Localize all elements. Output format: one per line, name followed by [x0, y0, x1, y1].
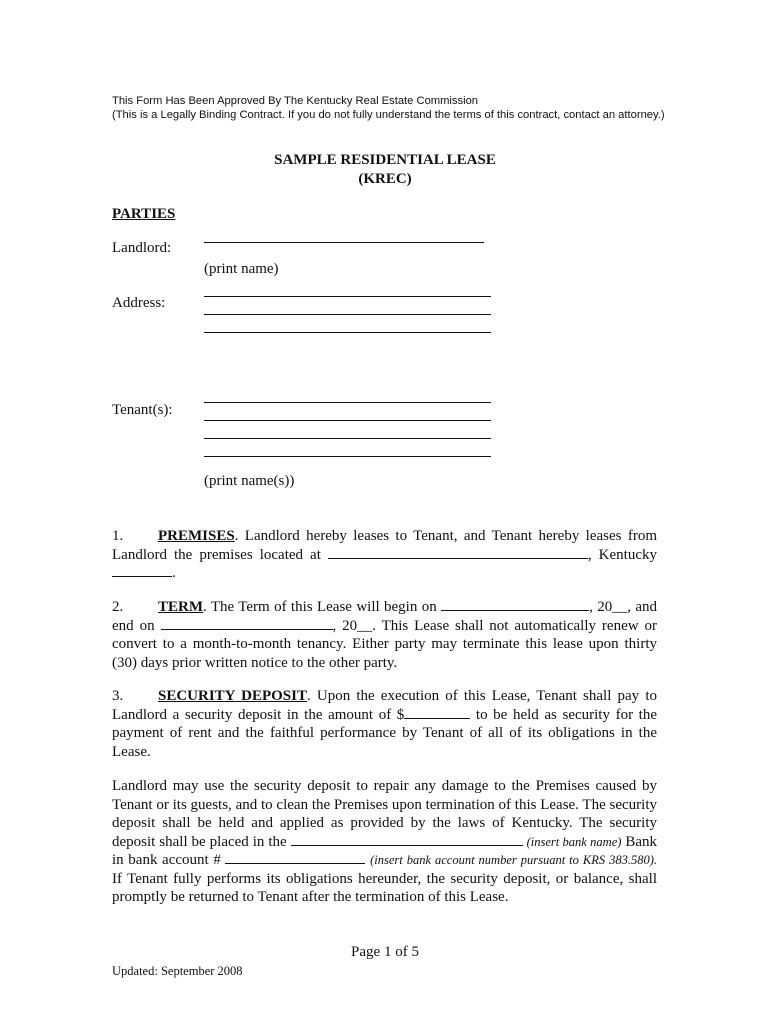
premises-zip-blank[interactable] — [112, 564, 172, 577]
term-text-c: , 20__. This Lease shall not automatically renew or convert to a month-to-month tenancy. Either party may terminate this lease upon thirty (30) days prior written notice to the other party. — [112, 617, 657, 671]
bank-account-hint: (insert bank account number pursuant to KRS 383.580). — [370, 853, 658, 867]
section-security-deposit — [112, 687, 657, 761]
section-term — [112, 598, 657, 672]
term-start-blank[interactable] — [441, 598, 589, 611]
premises-text-c: . — [172, 565, 176, 581]
premises-address-blank[interactable] — [328, 546, 588, 559]
notice-line-2: (This is a Legally Binding Contract. If you do not fully understand the terms of this contract, contact an attorney.) — [112, 109, 665, 121]
term-text-b: , 20__, and end on — [112, 599, 658, 634]
premises-text-a: . Landlord hereby leases to Tenant, and Tenant hereby leases from Landlord the premises located at — [112, 528, 657, 563]
bank-name-hint: (insert bank name) — [526, 834, 622, 849]
landlord-hint: (print name) — [204, 261, 279, 277]
address-line-1[interactable] — [204, 296, 491, 297]
premises-number: 1. — [112, 528, 124, 544]
deposit-text-a: . Upon the execution of this Lease, Tenant shall pay to Landlord a security deposit in the amount of $ — [112, 688, 657, 723]
term-number: 2. — [112, 599, 124, 615]
tenants-hint: (print name(s)) — [204, 473, 295, 489]
deposit-text-b: to be held as security for the payment of rent and the faithful performance by Tenant of all of its obligations in the Lease. — [112, 706, 657, 760]
address-line-3[interactable] — [204, 332, 491, 333]
deposit-title: SECURITY DEPOSIT — [158, 688, 307, 704]
tenant-line-2[interactable] — [204, 420, 491, 421]
deposit-use-text-b: Bank in bank account # — [112, 833, 658, 868]
address-label: Address: — [112, 295, 166, 311]
tenant-line-3[interactable] — [204, 438, 491, 439]
updated-date: Updated: September 2008 — [112, 964, 243, 978]
premises-text-b: , Kentucky — [587, 546, 657, 563]
parties-heading: PARTIES — [112, 206, 176, 222]
deposit-number: 3. — [112, 688, 124, 704]
tenant-line-1[interactable] — [204, 402, 491, 403]
page-number: Page 1 of 5 — [351, 944, 419, 960]
deposit-use-paragraph — [112, 777, 657, 907]
deposit-use-text-c: If Tenant fully performs its obligations hereunder, the security deposit, or balance, shall promptly be returned to Tenant after the termination of this Lease. — [112, 870, 657, 905]
deposit-use-text-a: Landlord may use the security deposit to repair any damage to the Premises caused by Tenant or its guests, and to clean the Premises upon termination of this Lease. The security deposit shall be held and applied as provided by the laws of Kentucky. The security deposit shall be placed in the — [112, 778, 657, 850]
tenant-line-4[interactable] — [204, 456, 491, 457]
premises-title: PREMISES — [158, 528, 235, 544]
term-end-blank[interactable] — [161, 617, 333, 630]
notice-line-1: This Form Has Been Approved By The Kentucky Real Estate Commission — [112, 95, 479, 107]
term-text-a: . The Term of this Lease will begin on — [203, 599, 437, 615]
section-premises — [112, 527, 657, 583]
bank-account-blank[interactable] — [225, 851, 365, 864]
deposit-amount-blank[interactable] — [404, 706, 470, 719]
address-line-2[interactable] — [204, 314, 491, 315]
landlord-label: Landlord: — [112, 240, 172, 256]
tenants-label: Tenant(s): — [112, 402, 173, 418]
bank-name-blank[interactable] — [291, 833, 523, 846]
document-subtitle: (KREC) — [358, 171, 412, 187]
approval-notice — [112, 94, 672, 122]
landlord-name-line[interactable] — [204, 242, 484, 243]
document-title: SAMPLE RESIDENTIAL LEASE — [274, 152, 496, 168]
term-title: TERM — [158, 599, 203, 615]
